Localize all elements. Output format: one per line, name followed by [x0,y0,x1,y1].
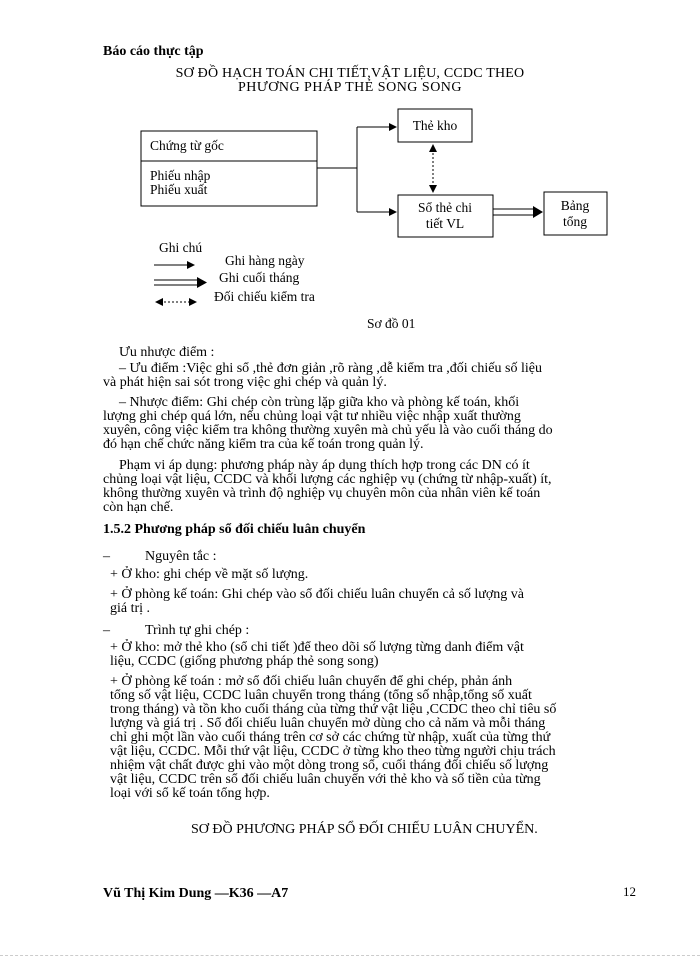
diagram2-title: SƠ ĐỒ PHƯƠNG PHÁP SỔ ĐỐI CHIẾU LUÂN CHUYỂN. [191,822,538,837]
pros-paragraph [103,362,633,390]
cons-line: xuyên, công việc kiểm tra không thường xuyên mà chủ yếu là vào cuối tháng do [103,423,553,438]
principle-heading: Nguyên tắc : [145,549,217,564]
source-box-receipt: Phiếu nhập [150,168,211,183]
procedure-line: vật liệu, CCDC trên sổ đối chiếu luân chuyển với thẻ kho và số tiền của từng [110,772,541,787]
procedure-heading: Trình tự ghi chép : [145,623,250,638]
scope-paragraph [103,459,633,515]
summary-table-line2: tổng [562,214,588,229]
summary-table-line1: Bảng [560,198,590,213]
procedure-item [110,675,634,801]
scope-line: Phạm vi áp dụng: phương pháp này áp dụng thích hợp trong các DN có ít [119,458,530,473]
principle-line: + Ở phòng kế toán: Ghi chép vào sổ đối chiếu luân chuyển cả số lượng và [110,587,525,602]
pros-line: – Ưu điểm :Việc ghi sổ ,thẻ đơn giản ,rõ ràng ,dễ kiểm tra ,đối chiếu số liệu [119,361,542,376]
source-box-issue: Phiếu xuất [150,182,208,197]
principle-item [110,568,634,582]
cons-line: – Nhược điểm: Ghi chép còn trùng lặp giữa kho và phòng kế toán, khối [119,395,520,410]
pros-line: và phát hiện sai sót trong việc ghi chép và quản lý. [103,375,387,390]
principle-line: + Ở kho: ghi chép về mặt số lượng. [110,567,309,582]
scope-line: còn hạn chế. [103,500,174,515]
procedure-line: lượng và giá trị . Sổ đối chiếu luân chuyển mở dùng cho cả năm và mỗi tháng [110,716,546,731]
procedure-line: trong tháng) và tồn kho cuối tháng của từng thứ vật liệu ,CCDC theo chỉ tiêu số [110,702,557,717]
page-bottom-divider [0,955,700,957]
principle-line: giá trị . [110,601,151,616]
legend-title: Ghi chú [159,240,203,255]
legend-monthly-label: Ghi cuối tháng [219,270,300,285]
scope-line: không thường xuyên và trình độ nghiệp vụ chuyên môn của nhân viên kế toán [103,486,541,501]
principle-dash: – [103,549,110,564]
diagram1-title-line1: SƠ ĐỒ HẠCH TOÁN CHI TIẾT,VẬT LIỆU, CCDC THEO [175,66,525,81]
scope-line: chủng loại vật liệu, CCDC và khối lượng các nghiệp vụ (chứng từ nhập-xuất) ít, [103,472,552,487]
procedure-dash: – [103,623,110,638]
cons-line: lượng ghi chép quá lớn, nếu chủng loại vật tư nhiều việc nhập xuất thường [103,409,521,424]
detail-ledger-line1: Sổ thẻ chi [418,200,472,215]
procedure-line: vật liệu, CCDC. Mỗi thứ vật liệu, CCDC ở từng kho theo từng người chịu trách [110,744,556,759]
legend-monthly-head [197,277,207,288]
report-header: Báo cáo thực tập [103,44,204,59]
monthly-arrow-head [533,206,543,218]
procedure-line: tổng số vật liệu, CCDC luân chuyển trong tháng (tổng số nhập,tổng số xuất [110,688,532,703]
procedure-line: loại với sổ kế toán tổng hợp. [110,786,270,801]
page-number: 12 [623,884,636,899]
principle-item [110,588,634,616]
diagram1-title-line2: PHƯƠNG PHÁP THẺ SONG SONG [237,80,463,95]
procedure-line: nhiệm vật chất được ghi vào một dòng trong sổ, cuối tháng đối chiếu số lượng [110,758,549,773]
legend-check-label: Đối chiếu kiểm tra [214,289,315,304]
author-footer: Vũ Thị Kim Dung —K36 —A7 [103,886,289,901]
diagram-caption: Sơ đồ 01 [367,316,416,331]
legend-daily-label: Ghi hàng ngày [225,253,305,268]
pros-cons-heading: Ưu nhược điểm : [119,345,215,360]
section-title: 1.5.2 Phương pháp sổ đối chiếu luân chuyển [103,522,366,537]
procedure-line: chỉ ghi một lần vào cuối tháng trên cơ sở các chứng từ nhập, xuất của từng thứ [110,730,551,745]
cons-line: đó hạn chế chức năng kiểm tra của kế toán trong quản lý. [103,437,424,452]
cons-paragraph [103,396,633,452]
procedure-line: + Ở kho: mở thẻ kho (sổ chi tiết )để theo dõi số lượng từng danh điểm vật [110,640,524,655]
procedure-line: liệu, CCDC (giống phương pháp thẻ song song) [110,654,379,669]
procedure-line: + Ở phòng kế toán : mở sổ đối chiếu luân chuyển để ghi chép, phản ánh [110,674,513,689]
flow-diagram [0,0,700,340]
source-box-title: Chứng từ gốc [150,138,224,153]
warehouse-card-label: Thẻ kho [412,118,458,133]
detail-ledger-line2: tiết VL [425,216,465,231]
procedure-item [110,641,634,669]
